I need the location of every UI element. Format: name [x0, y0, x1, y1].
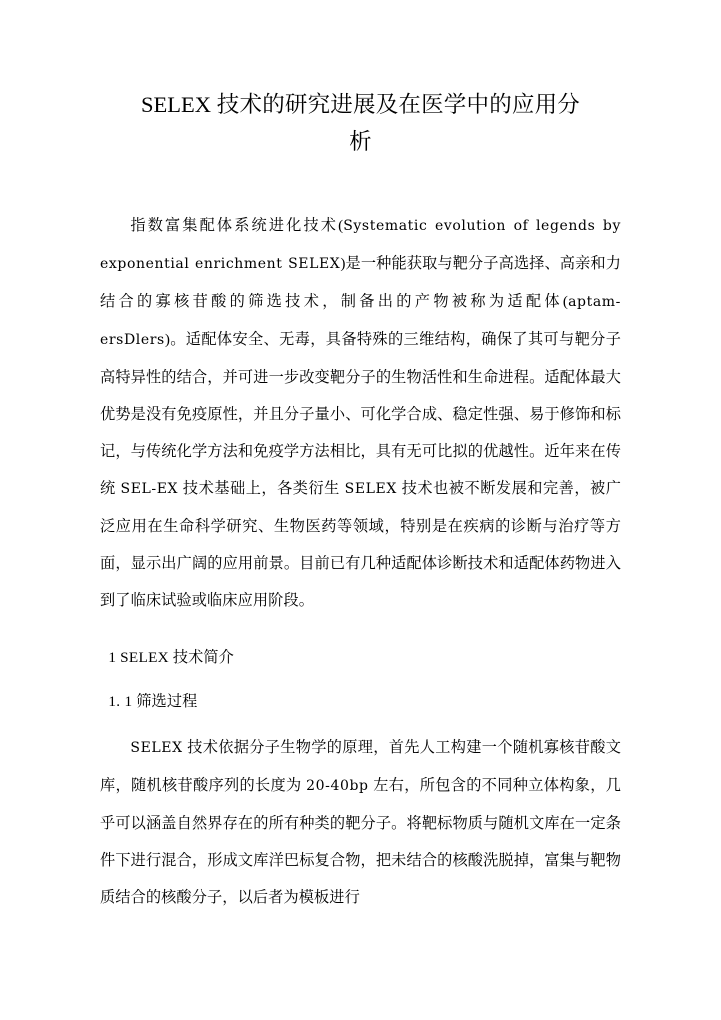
section-heading-1-text: 技术简介: [168, 649, 234, 666]
section-heading-1-selex: SELEX: [120, 649, 169, 666]
abstract-heading-spacer: [100, 619, 621, 639]
abstract-paragraph: [100, 207, 621, 619]
page-title: [100, 0, 621, 160]
page-content: [100, 0, 621, 916]
section-heading-1-number: 1: [108, 649, 117, 666]
heading1-heading2-spacer: [100, 676, 621, 683]
section-heading-1-1-number: 1. 1: [108, 693, 133, 710]
page-title-cjk-line1: 技术的研究进展及在医学中的应用分: [210, 92, 581, 117]
abstract-seg-3: )是一种能获取与靶分子高选择、高亲和力结合的寡核苷酸的筛选技术，制备出的产物被称为适配体(: [100, 255, 621, 310]
heading2-body-spacer: [100, 720, 621, 729]
page-title-latin: SELEX: [140, 92, 211, 117]
abstract-seg-1: 指数富集配体系统进化技术(: [130, 217, 344, 234]
abstract-seg-7: 技术基础上，各类衍生: [178, 480, 345, 497]
section-heading-1: [100, 639, 621, 676]
abstract-seg-9: 技术也被不断发展和完善，被广泛应用在生命科学研究、生物医药等领域，特别是在疾病的诊断与治疗等方面，显示出广阔的应用前景。目前已有几种适配体诊断技术和适配体药物进入到了临床试验或临床应用阶段。: [100, 480, 622, 609]
section-body-seg-4: 左右，所包含的不同种立体构象，几乎可以涵盖自然界存在的所有种类的靶分子。将靶标物质与随机文库在一定条件下进行混合，形成文库洋巴标复合物，把未结合的核酸洗脱掉，富集与靶物质结合的核酸分子，以后者为模板进行: [100, 777, 621, 906]
abstract-seg-5: )。适配体安全、无毒，具备特殊的三维结构，确保了其可与靶分子高特异性的结合，并可进一步改变靶分子的生物活性和生命进程。适配体最大优势是没有免疫原性，并且分子量小、可化学合成、稳定性强、易于修饰和标记，与传统化学方法和免疫学方法相比，具有无可比拟的优越性。近年来在传统: [100, 331, 621, 497]
section-body-latin-selex: SELEX: [130, 740, 183, 756]
abstract-latin-aptamers: aptam-ersDlers: [100, 294, 621, 348]
section-heading-1-1: [100, 683, 621, 720]
abstract-latin-selex: SELEX: [344, 481, 397, 497]
page-title-cjk-line2: 析: [349, 129, 372, 154]
title-abstract-spacer: [100, 160, 621, 207]
section-heading-1-1-text: 筛选过程: [136, 693, 198, 710]
section-body-paragraph: [100, 729, 621, 916]
section-body-seg-2: 技术依据分子生物学的原理，首先人工构建一个随机寡核苷酸文库，随机核苷酸序列的长度为: [100, 739, 621, 794]
abstract-latin-selex-legacy: SEL-EX: [120, 481, 179, 497]
abstract-latin-systematic-evolution: Systematic evolution of legends by exponential enrichment SELEX: [100, 218, 621, 272]
section-body-latin-length: 20-40bp: [306, 778, 369, 794]
